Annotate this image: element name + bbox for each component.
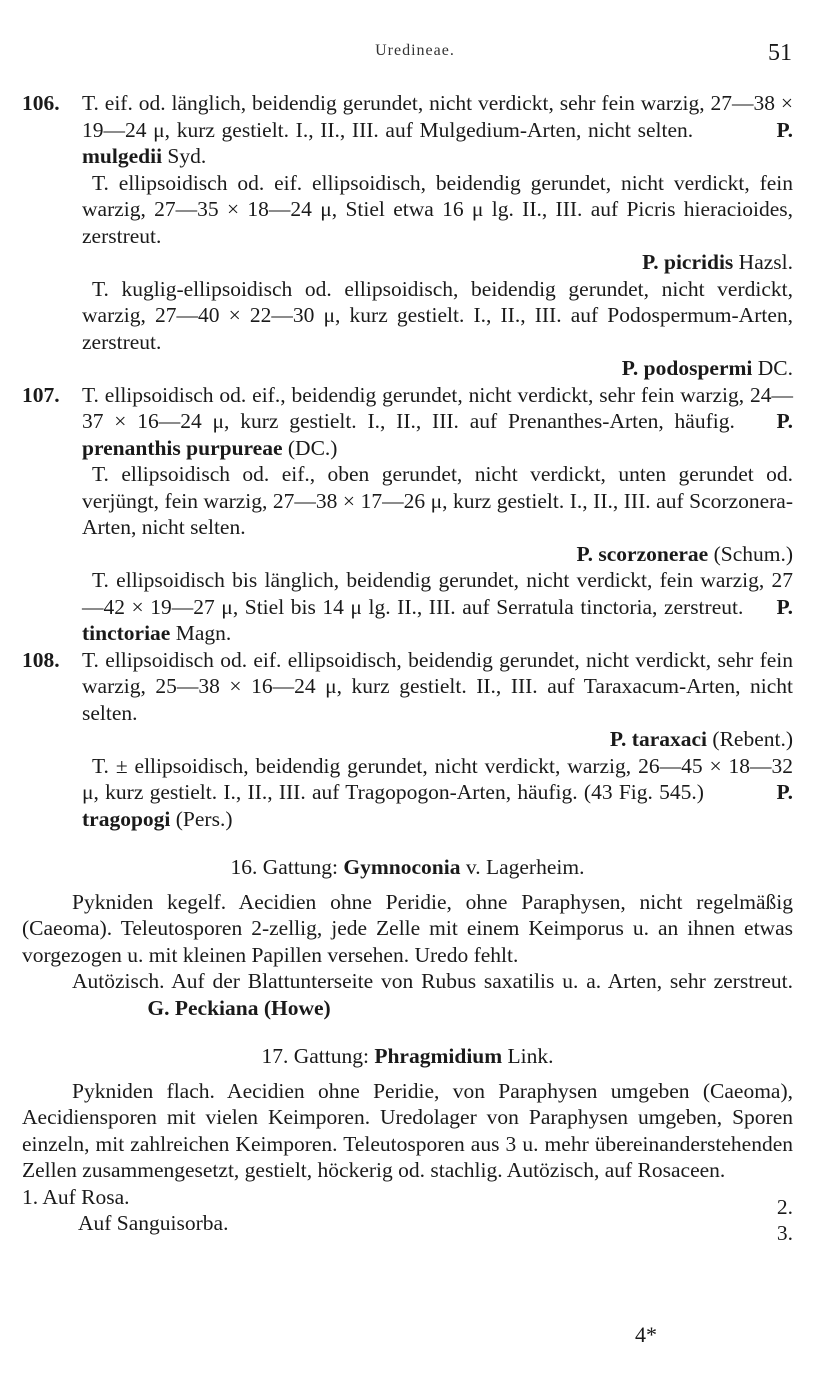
species-author: Magn. — [175, 621, 232, 645]
species-line — [82, 355, 793, 382]
species-description: T. ellipsoidisch od. eif., beidendig gerundet, nicht verdickt, sehr fein warzig, 24—37 × 16—24 μ, kurz gestielt. I., II., III. auf Prenanthes-Arten, häufig. P. prenanthis purpureae (DC.) — [82, 382, 794, 460]
page-number: 51 — [768, 40, 792, 66]
genus-description: Pykniden kegelf. Aecidien ohne Peridie, ohne Paraphysen, nicht regelmäßig (Caeoma). Teleutosporen 2-zellig, jede Zelle mit einem Keimporus u. an ihnen etwas vorgezogen u. mit kleinen Papillen versehen. Uredo fehlt. — [22, 889, 793, 967]
species-author: (DC.) — [287, 435, 338, 460]
key-entry-106 — [22, 90, 793, 382]
species-description: T. eif. od. länglich, beidendig gerundet, nicht verdickt, sehr fein warzig, 27—38 × 19—24 μ, kurz gestielt. I., II., III. auf Mulgedium-Arten, nicht selten. P. mulgedii Syd. — [82, 91, 794, 168]
key-row — [22, 1184, 793, 1219]
genus-habitat: Autözisch. Auf der Blattunterseite von Rubus saxatilis u. a. Arten, sehr zerstreut. G. Peckiana (Howe) — [72, 969, 793, 1020]
genus-name: Gymnoconia — [343, 855, 461, 879]
entry-number: 107. — [22, 382, 60, 407]
species-author: (Pers.) — [175, 806, 233, 831]
key-entry-107 — [22, 382, 793, 647]
species-name: P. tragopogi — [82, 780, 794, 831]
species-description: T. ellipsoidisch od. eif. ellipsoidisch, beidendig gerundet, nicht verdickt, sehr fein warzig, 25—38 × 16—24 μ, kurz gestielt. II., III. auf Taraxacum-Arten, nicht selten. — [82, 647, 793, 725]
key-label: 1. Auf Rosa. — [22, 1184, 130, 1209]
species-name: P. scorzonerae — [576, 541, 709, 566]
genus-heading: 17. Gattung: Phragmidium Link. — [261, 1044, 554, 1068]
genus-author: v. Lagerheim. — [465, 855, 585, 879]
species-author: Hazsl. — [738, 250, 793, 274]
key-row — [22, 1210, 793, 1245]
key-entry-108 — [22, 647, 793, 833]
species-description: T. ellipsoidisch od. eif., oben gerundet, nicht verdickt, unten gerundet od. verjüngt, fein warzig, 27—38 × 17—26 μ, kurz gestielt. I., II., III. auf Scorzonera-Arten, nicht selten. — [82, 462, 793, 539]
species-name: P. picridis — [642, 250, 734, 274]
species-description: T. ellipsoidisch bis länglich, beidendig gerundet, nicht verdickt, fein warzig, 27—42 × 19—27 μ, Stiel bis 14 μ lg. II., III. auf Serratula tinctoria, zerstreut. P. tinctoriae Magn. — [82, 568, 794, 645]
species-line — [82, 541, 793, 568]
species-description: T. ± ellipsoidisch, beidendig gerundet, nicht verdickt, warzig, 26—45 × 18—32 μ, kurz gestielt. I., II., III. auf Tragopogon-Arten, häufig. (43 Fig. 545.) P. tragopogi (Pers.) — [82, 753, 794, 831]
species-name: P. taraxaci — [609, 727, 708, 751]
genus-author: Link. — [507, 1044, 554, 1068]
page-content — [22, 90, 794, 1245]
species-author: (Rebent.) — [712, 727, 793, 751]
page-header — [0, 34, 830, 64]
species-author: DC. — [757, 356, 793, 380]
species-name: P. prenanthis purpureae — [82, 409, 794, 460]
genus-name: Phragmidium — [374, 1044, 503, 1068]
genus-heading: 16. Gattung: Gymnoconia v. Lagerheim. — [230, 855, 585, 879]
species-line — [82, 726, 793, 753]
species-author: Syd. — [167, 144, 207, 168]
key-lead: 2. — [776, 1194, 793, 1219]
species-line — [82, 249, 793, 276]
species-description: T. kuglig-ellipsoidisch od. ellipsoidisch, beidendig gerundet, nicht verdickt, warzig, 27—40 × 22—30 μ, kurz gestielt. I., II., III. auf Podospermum-Arten, zerstreut. — [82, 276, 793, 354]
entry-number: 108. — [22, 647, 60, 672]
species-name: P. mulgedii — [82, 117, 794, 168]
species-name: G. Peckiana (Howe) — [147, 995, 331, 1020]
species-name: P. podospermi — [621, 356, 753, 380]
key-label: Auf Sanguisorba. — [78, 1211, 229, 1235]
genus-description: Pykniden flach. Aecidien ohne Peridie, von Paraphysen umgeben (Caeoma), Aecidiensporen mit vielen Keimporen. Uredolager von Paraphysen umgeben, Sporen einzeln, mit zahlreichen Keimporen. Teleutosporen aus 3 u. mehr übereinanderstehenden Zellen zusammengesetzt, gestielt, höckerig od. stachlig. Autözisch, auf Rosaceen. — [22, 1078, 793, 1182]
signature-mark: 4* — [635, 1322, 657, 1347]
species-author: (Schum.) — [713, 541, 793, 566]
key-lead: 3. — [776, 1221, 793, 1245]
species-description: T. ellipsoidisch od. eif. ellipsoidisch, beidendig gerundet, nicht verdickt, fein warzig, 27—35 × 18—24 μ, Stiel etwa 16 μ lg. II., III. auf Picris hieracioides, zerstreut. — [82, 170, 793, 248]
species-name: P. tinctoriae — [82, 594, 794, 645]
entry-number: 106. — [22, 91, 60, 115]
running-title: Uredineae. — [375, 42, 455, 59]
